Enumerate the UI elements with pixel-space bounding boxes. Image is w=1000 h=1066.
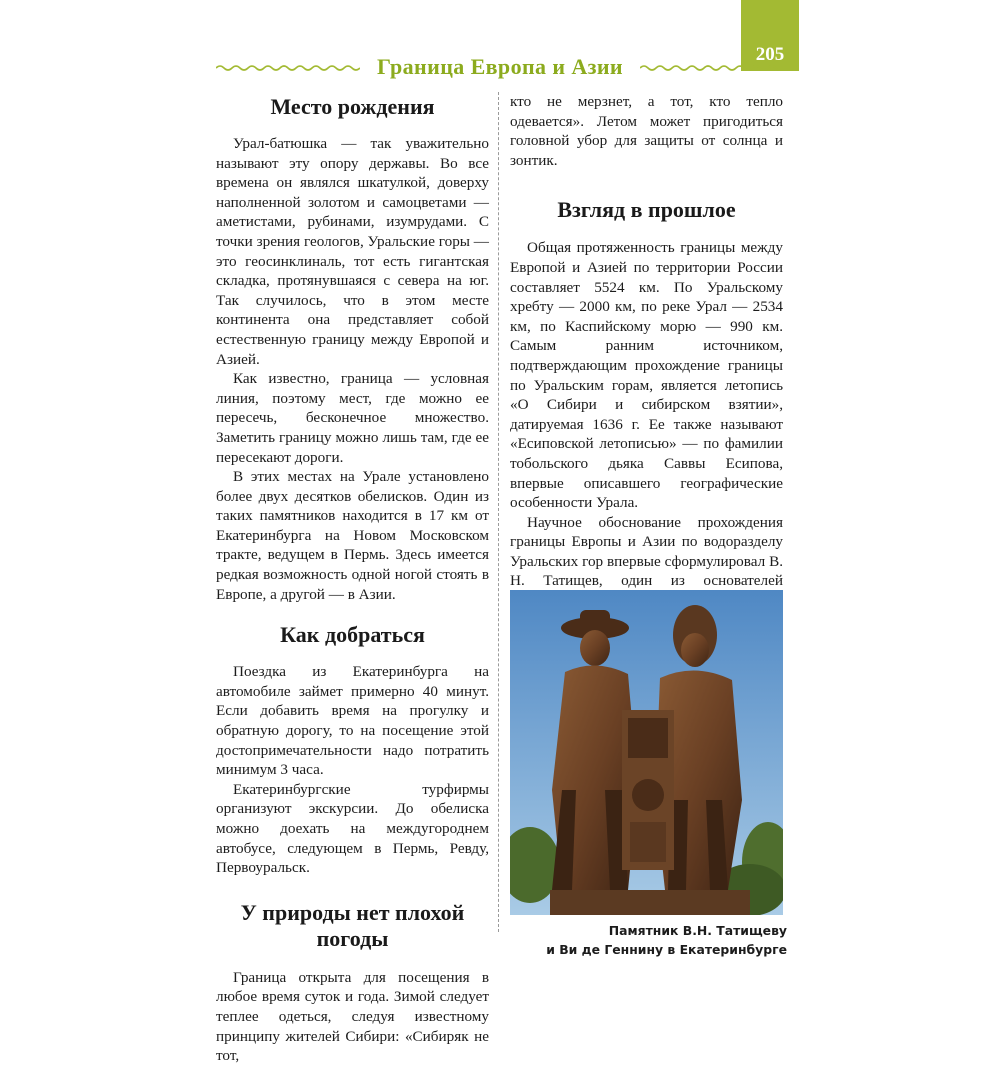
paragraph: Граница открыта для посещения в любое время суток и года. Зимой следует теплее одеться, следуя известному принципу жителей Сибири: «Сибиряк не тот, [216, 968, 489, 1065]
heading-look-into-past: Взгляд в прошлое [557, 197, 736, 223]
paragraph: В этих местах на Урале установлено более двух десятков обелисков. Один из таких памятников находится в 17 км от Екатеринбурга на Новом Московском тракте, ведущем в Пермь. Здесь имеется редкая возможность одной ногой стоять в Европе, а другой — в Азии. [216, 468, 489, 603]
paragraph: Урал-батюшка — так уважительно называют эту опору державы. Во все времена он являлся шкатулкой, доверху наполненной золотом и самоцветами — аметистами, рубинами, изумрудами. С точки зрения геологов, Уральские горы — это геосинклиналь, тот есть гигантская складка, протянувшаяся с севера на юг. Так случилось, что в этом месте континента она представляет собой естественную границу между Европой и Азией. [216, 135, 489, 368]
column-divider [498, 92, 500, 932]
photo-caption [505, 921, 787, 959]
header-wavy-rule-right [640, 60, 780, 76]
heading-no-bad-weather: У природы нет плохой погоды [240, 899, 465, 951]
right-column [510, 92, 783, 669]
paragraph: кто не мерзнет, а тот, кто тепло одевается». Летом может пригодиться головной убор для защиты от солнца и зонтик. [510, 93, 783, 169]
heading-birthplace: Место рождения [270, 94, 435, 119]
paragraph: Научное обоснование прохождения границы Европы и Азии по водоразделу Уральских гор впервые сформулировал В. Н. Татищев, один из основателей [510, 513, 783, 590]
paragraph: Екатеринбургские турфирмы организуют экскурсии. До обелиска можно доехать на междугороднем автобусе, следующем в Пермь, Ревду, Первоуральск. [216, 780, 489, 877]
caption-line: и Ви де Геннину в Екатеринбурге [546, 942, 787, 957]
page-number: 205 [741, 0, 799, 71]
section-title: Граница Европа и Азии [377, 54, 623, 79]
left-column [216, 88, 489, 1066]
paragraph: Поездка из Екатеринбурга на автомобиле займет примерно 40 минут. Если добавить время на прогулку и обратную дорогу, то на посещение этой достопримечательности надо потратить минимум 3 часа. [216, 663, 489, 779]
heading-how-to-get-there: Как добраться [280, 622, 425, 648]
paragraph: Общая протяженность границы между Европой и Азией по территории России составляет 5524 км. По Уральскому хребту — 2000 км, по реке Урал — 2534 км, по Каспийскому морю — 990 км. Самым ранним источником, подтверждающим прохождение границы по Уральским горам, является летопись «О Сибири и сибирском взятии», датируемая 1636 г. Ее также называют «Есиповской летописью» — по фамилии тобольского дьяка Саввы Есипова, впервые описавшего географические особенности Урала. [510, 239, 783, 512]
header-wavy-rule-left [216, 60, 360, 76]
monument-photo [510, 590, 783, 915]
paragraph: Как известно, граница — условная линия, поэтому мест, где можно ее пересечь, бесконечное множество. Заметить границу можно лишь там, где ее пересекают дороги. [216, 370, 489, 466]
caption-line: Памятник В.Н. Татищеву [608, 923, 787, 938]
